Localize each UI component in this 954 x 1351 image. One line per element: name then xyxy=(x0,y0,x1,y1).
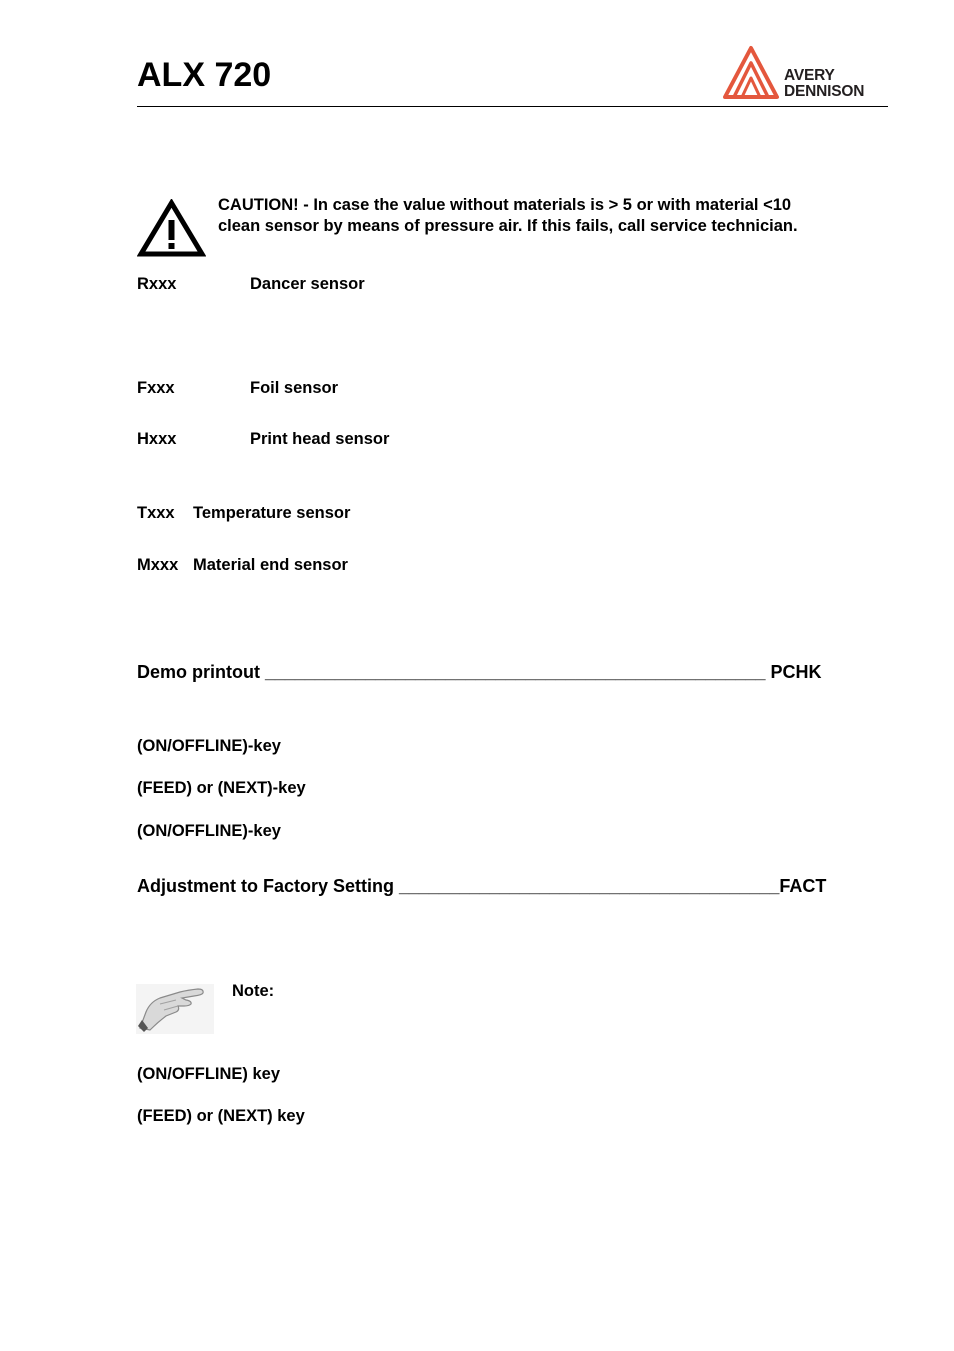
header-rule xyxy=(137,106,888,107)
sensor-label: Dancer sensor xyxy=(250,275,365,293)
key-label: (ON/OFFLINE) key xyxy=(137,1065,281,1083)
sensor-code: Hxxx xyxy=(137,430,177,448)
caution-text xyxy=(218,195,878,238)
caution-line-1: CAUTION! - In case the value without materials is > 5 or with material <10 xyxy=(218,196,792,214)
sensor-label: Material end sensor xyxy=(193,556,348,574)
sensor-code: Mxxx xyxy=(137,556,179,574)
pointing-hand-icon xyxy=(136,984,214,1034)
key-label: (ON/OFFLINE)-key xyxy=(137,822,281,840)
avery-dennison-logo xyxy=(721,45,891,101)
factory-setting-heading: Adjustment to Factory Setting ______________________________________FACT xyxy=(137,876,827,896)
sensor-code: Rxxx xyxy=(137,275,177,293)
note-label: Note: xyxy=(232,982,275,1000)
logo-text-dennison: DENNISON xyxy=(784,83,865,100)
demo-printout-heading: Demo printout __________________________________________________ PCHK xyxy=(137,662,822,682)
warning-triangle-icon xyxy=(137,199,206,258)
sensor-code: Txxx xyxy=(137,504,175,522)
key-label: (FEED) or (NEXT) key xyxy=(137,1107,305,1125)
caution-line-2: clean sensor by means of pressure air. If this fails, call service technician. xyxy=(218,217,798,236)
avery-logo-mark-icon xyxy=(721,45,781,101)
key-label: (FEED) or (NEXT)-key xyxy=(137,779,306,797)
key-label: (ON/OFFLINE)-key xyxy=(137,737,281,755)
sensor-label: Foil sensor xyxy=(250,379,339,397)
sensor-label: Temperature sensor xyxy=(193,504,351,522)
sensor-label: Print head sensor xyxy=(250,430,390,448)
logo-text-avery: AVERY xyxy=(784,67,835,84)
page-title: ALX 720 xyxy=(137,56,272,94)
sensor-code: Fxxx xyxy=(137,379,175,397)
